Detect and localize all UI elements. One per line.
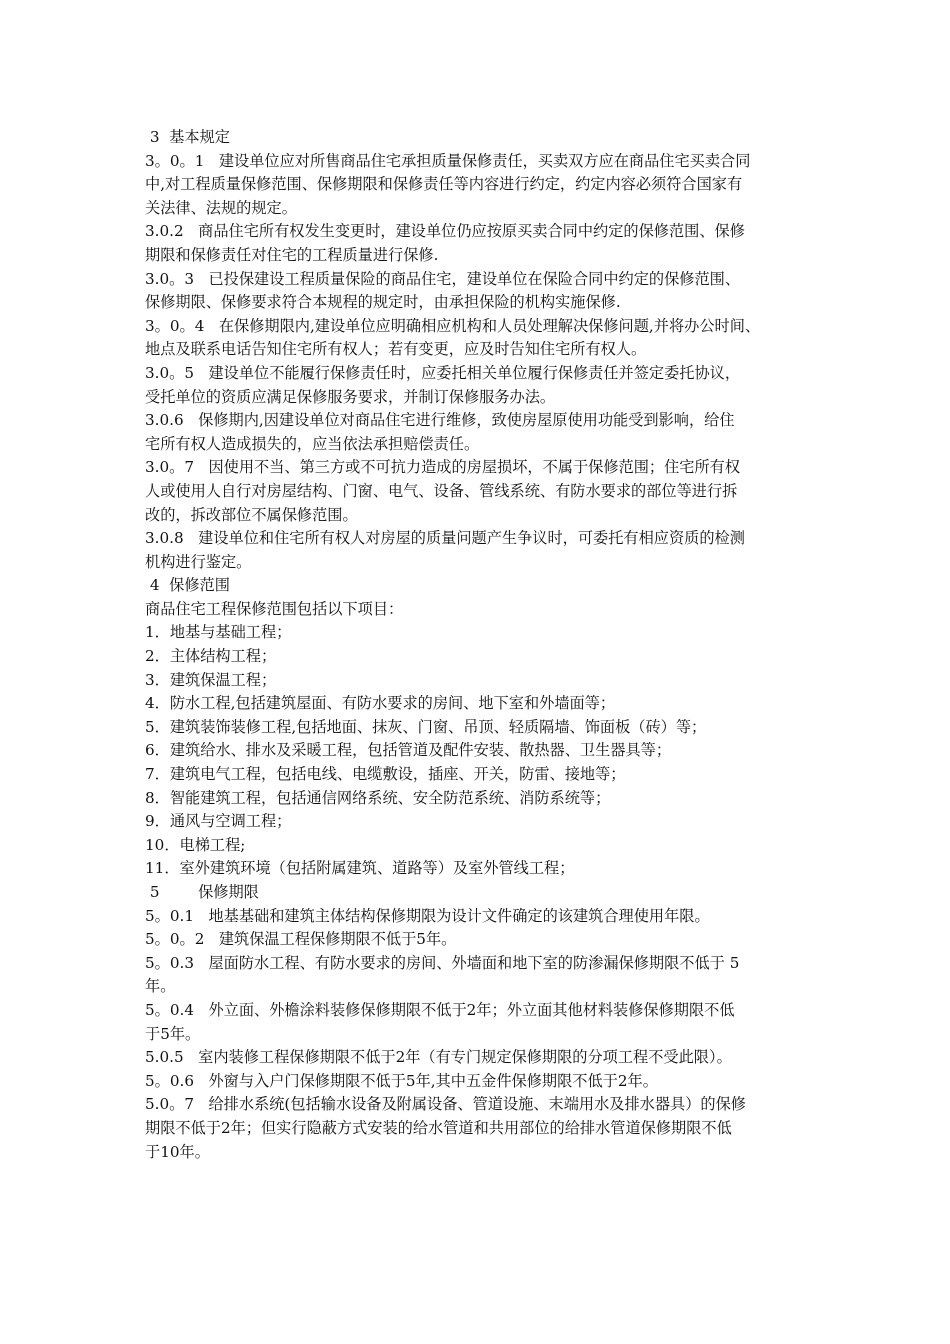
text-line: 5。0.6 外窗与入户门保修期限不低于5年,其中五金件保修期限不低于2年。 [145,1071,658,1090]
text-line: 保修期限、保修要求符合本规程的规定时，由承担保险的机构实施保修. [145,293,621,312]
list-item: 4．防水工程,包括建筑屋面、有防水要求的房间、地下室和外墙面等； [145,694,616,713]
text-line: 于10年。 [145,1142,210,1161]
text-line: 5。0.4 外立面、外檐涂料装修保修期限不低于2年；外立面其他材料装修保修期限不低 [145,1000,735,1019]
text-line: 商品住宅工程保修范围包括以下项目： [145,599,404,618]
list-item: 1．地基与基础工程； [145,623,292,642]
text-line: 期限不低于2年；但实行隐蔽方式安装的给水管道和共用部位的给排水管道保修期限不低 [145,1118,732,1137]
list-item: 7．建筑电气工程，包括电线、电缆敷设，插座、开关，防雷、接地等； [145,765,626,784]
text-line: 3.0。7 因使用不当、第三方或不可抗力造成的房屋损坏，不属于保修范围；住宅所有权 [145,458,741,477]
text-line: 地点及联系电话告知住宅所有权人；若有变更，应及时告知住宅所有权人。 [145,340,647,359]
text-line: 5。0.3 屋面防水工程、有防水要求的房间、外墙面和地下室的防渗漏保修期限不低于 5 [145,953,740,972]
text-line: 5.0.5 室内装修工程保修期限不低于2年（有专门规定保修期限的分项工程不受此限）。 [145,1048,732,1067]
text-line: 5。0.1 地基基础和建筑主体结构保修期限为设计文件确定的该建筑合理使用年限。 [145,906,710,925]
text-line: 关法律、法规的规定。 [145,198,297,217]
document-body [145,126,825,1164]
section-heading: 5 保修期限 [145,883,259,901]
text-line: 5。0。2 建筑保温工程保修期限不低于5年。 [145,930,457,949]
text-line: 期限和保修责任对住宅的工程质量进行保修. [145,245,439,264]
text-line: 3.0.6 保修期内,因建设单位对商品住宅进行维修，致使房屋原使用功能受到影响，给住 [145,411,735,430]
list-item: 8．智能建筑工程，包括通信网络系统、安全防范系统、消防系统等； [145,788,611,807]
list-item: 10．电梯工程; [145,835,246,854]
text-line: 中,对工程质量保修范围、保修期限和保修责任等内容进行约定，约定内容必须符合国家有 [145,175,743,194]
text-line: 于5年。 [145,1024,201,1043]
section-heading: 4 保修范围 [145,576,230,595]
text-line: 年。 [145,977,176,996]
list-item: 5．建筑装饰装修工程,包括地面、抹灰、门窗、吊顶、轻质隔墙、饰面板（砖）等； [145,717,707,736]
text-line: 3.0。5 建设单位不能履行保修责任时，应委托相关单位履行保修责任并签定委托协议， [145,363,741,382]
text-line: 改的，拆改部位不属保修范围。 [145,505,358,524]
list-item: 9．通风与空调工程； [145,812,292,831]
list-item: 2．主体结构工程； [145,647,277,666]
list-item: 3．建筑保温工程； [145,670,277,689]
text-line: 机构进行鉴定。 [145,552,252,571]
text-line: 3.0.2 商品住宅所有权发生变更时，建设单位仍应按原买卖合同中约定的保修范围、保修 [145,222,745,241]
section-heading: 3 基本规定 [145,128,230,146]
text-line: 3。0。4 在保修期限内,建设单位应明确相应机构和人员处理解决保修问题,并将办公时间、 [145,316,761,335]
text-line: 受托单位的资质应满足保修服务要求，并制订保修服务办法。 [145,387,556,406]
list-item: 11．室外建筑环境（包括附属建筑、道路等）及室外管线工程； [145,859,575,878]
text-line: 3.0.8 建设单位和住宅所有权人对房屋的质量问题产生争议时，可委托有相应资质的检测 [145,529,745,548]
text-line: 3.0。3 已投保建设工程质量保险的商品住宅，建设单位在保险合同中约定的保修范围、 [145,269,741,288]
list-item: 6．建筑给水、排水及采暖工程，包括管道及配件安装、散热器、卫生器具等； [145,741,672,760]
text-line: 5.0。7 给排水系统(包括输水设备及附属设备、管道设施、末端用水及排水器具）的保修 [145,1095,746,1114]
text-line: 宅所有权人造成损失的，应当依法承担赔偿责任。 [145,434,480,453]
text-line: 人或使用人自行对房屋结构、门窗、电气、设备、管线系统、有防水要求的部位等进行拆 [145,481,738,500]
text-line: 3。0。1 建设单位应对所售商品住宅承担质量保修责任，买卖双方应在商品住宅买卖合同 [145,151,751,170]
